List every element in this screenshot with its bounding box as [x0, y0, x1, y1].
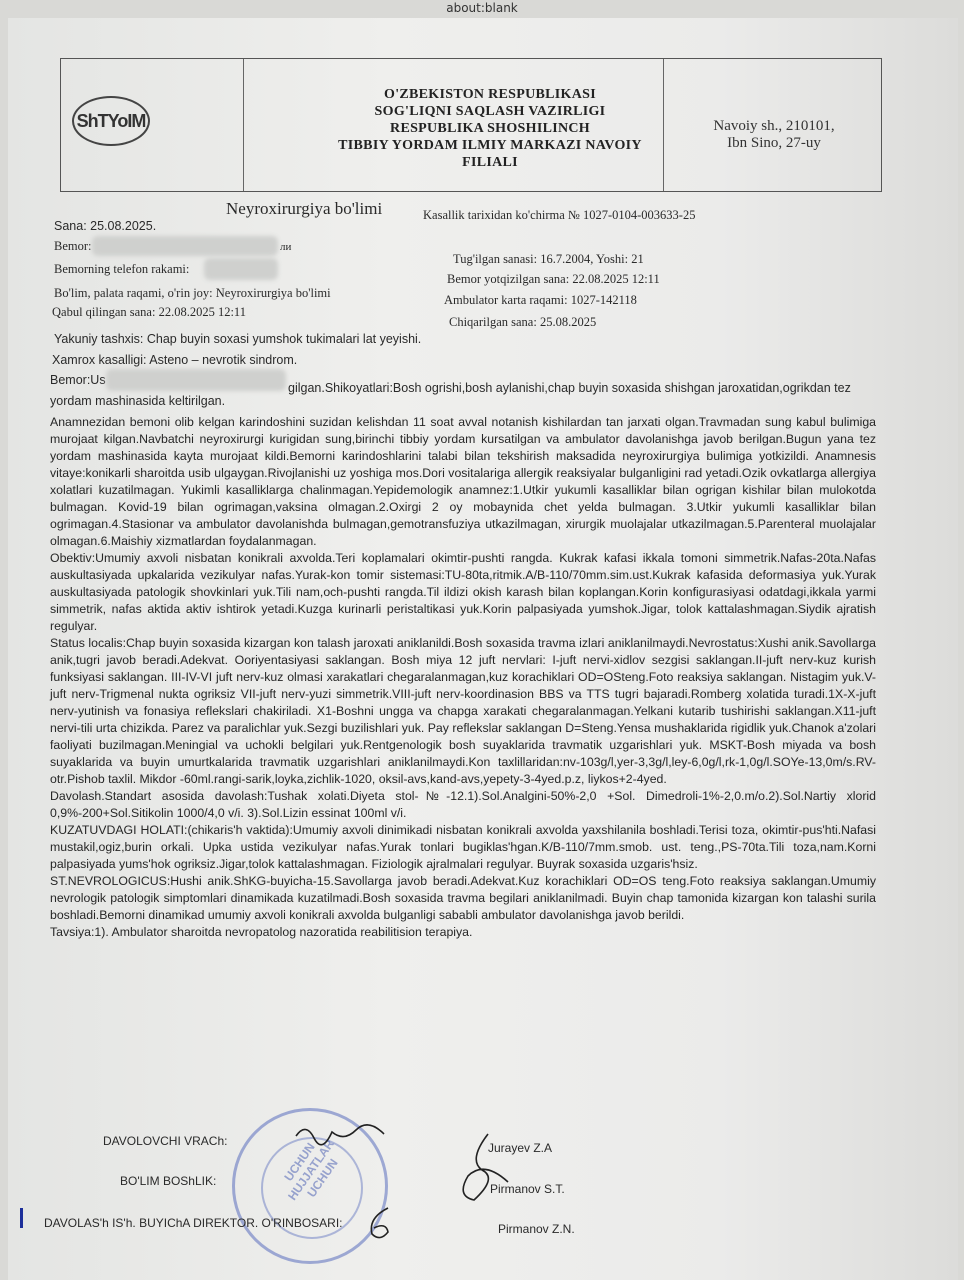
- phone-label: Bemorning telefon rakami:: [54, 262, 190, 276]
- letterhead-divider: [243, 59, 244, 191]
- birth-date: Tug'ilgan sanasi: 16.7.2004, Yoshi: 21: [453, 252, 644, 266]
- complaints-prefix: Bemor:Us: [50, 373, 106, 387]
- org-line: TIBBIY YORDAM ILMIY MARKAZI NAVOIY: [338, 138, 642, 153]
- signature-role: DAVOLAS'h IS'h. BUYIChA DIREKTOR. O'RINBOSARI:: [44, 1216, 343, 1230]
- clinical-notes: [50, 414, 876, 941]
- browser-url: about:blank: [446, 1, 518, 15]
- stamp-text: UCHUN HUJJATLAR UCHUN: [281, 1137, 341, 1203]
- signature-role: BO'LIM BOShLIK:: [120, 1174, 217, 1188]
- org-line: FILIALI: [462, 155, 518, 170]
- org-line: RESPUBLIKA SHOSHILINCH: [390, 121, 590, 136]
- signature-name: Pirmanov S.T.: [490, 1182, 565, 1196]
- complaints-text-cont: yordam mashinasida keltirilgan.: [50, 394, 226, 408]
- org-line: O'ZBEKISTON RESPUBLIKASI: [384, 87, 596, 102]
- admission-date: Qabul qilingan sana: 22.08.2025 12:11: [52, 305, 246, 319]
- institution-logo: ShTYoIM: [72, 96, 150, 146]
- treatment-paragraph: Davolash.Standart asosida davolash:Tushak xolati.Diyeta stol-№-12.1).Sol.Analgini-50%-2,0 +Sol. Dimedroli-1%-2,0.m/o.2).Sol.Nartiy xlorid 0,9%-200+Sol.Sitikolin 1000/4,0 v/i. 3).Sol.Lizin essinat 100ml v/i.: [50, 789, 876, 820]
- discharge-date: Chiqarilgan sana: 25.08.2025: [449, 315, 597, 329]
- complaints-text: gilgan.Shikoyatlari:Bosh ogrishi,bosh aylanishi,chap buyin soxasida shishgan jaroxatidan,ogrikdan tez: [288, 381, 851, 395]
- anamnesis-paragraph: Anamnezidan bemoni olib kelgan karindoshini suzidan kelishdan 11 soat avval notanish kishilardan tan jarxati olgan.Travmadan sung kabul bulimiga murojaat kilgan.Navbatchi neyroxirurgi kurigidan sung,birinchi tibbiy yordam kursatilgan va ambulator davolanishga javob berilgan.Bugun yana tez yordam mashinasida kayta murojaat kildi.Bemorni karindoshlarini talabi bilan tekshirish maksadida neyroxirurgiya bulimiga yotkizildi. Anamnesis vitaye:konikarli sharoitda usib ulgaygan.Rivojlanishi uz yoshiga mos.Dori vositalariga allergik reaksiyalar bulganligini rad yetadi.Ozik ovkatlarga allergiya xolatlari kuzatilmagan. Yukimli kasalliklarga chalinmagan.Yepidemologik anamnez:1.Utkir yukumli kasalliklar bilan ogrigan kishilar bilan mulokotda bulmagan. Kovid-19 bilan ogrimagan,vaksina olmagan.2.Oxirgi 2 oy mobaynida chet yelda bulmagan. 3.Utkir yukumli kasalliklar bilan ogrimagan.4.Stasionar va ambulator davolanishda bulmagan,gemotransfuziya utkazilmagan, xirurgik muolajalar utkazilmagan.5.Parenteral muolajalar olmagan.6.Maishiy xizmatlardan foydalanmagan.: [50, 415, 876, 548]
- pen-mark: [20, 1208, 23, 1228]
- signature-deputy: [362, 1204, 402, 1244]
- patient-label: Bemor:: [54, 239, 92, 253]
- document-date: Sana: 25.08.2025.: [54, 219, 157, 233]
- recommendation-paragraph: Tavsiya:1). Ambulator sharoitda nevropatolog nazoratida reabilitision terapiya.: [50, 925, 473, 939]
- signature-name: Pirmanov Z.N.: [498, 1222, 575, 1236]
- status-localis-paragraph: Status localis:Chap buyin soxasida kizargan kon talash jaroxati aniklanildi.Bosh soxasida travma izlari aniklanilmaydi.Nevrostatus:Xushi anik.Savollarga anik,tugri javob beradi.Adekvat. Ooriyentasiyasi saklangan. Bosh miya 12 juft nervlari: I-juft nervi-xidlov sezgisi saklangan.II-juft nerv-kuz kurish funksiyasi saklangan. III-IV-VI juft nerv-kuz olmasi xarakatlari chegaralanmagan,kuz korachiklari OD=OSteng.Foto reaksiya saklangan. Nistagim yuk.V-juft nerv-Trigmenal nukta ogriksiz VII-juft nerv-yuzi simmetrik.VIII-juft nerv-koordinasion BBS va TTS tugri bajaradi.Romberg xolatida turadi.1X-X-juft nerv-yutinish va fonasiya reflekslari chakiriladi. X1-Boshni ungga va chapga xarakati chegaralanmagan.Yelkani kutarib tushirishi saklangan.X11-juft nervi-tili urta chizikda. Parez va paralichlar yuk.Sezgi buzilishlari yuk. Pay reflekslar saklangan D=Steng.Yensa mushaklarida rigidlik yuk.Chanok a'zolari faoliyati buzilmagan.Meningial va uchokli belgilari yuk.Rentgenologik bosh suyaklarida travmatik uzgarishlari yuk. MSKT-Bosh miyada va bosh suyaklarida va buyin umurtkalarida travmatik uzgarishlari aniklanilmaydi.Kon taxlillaridan:nv-103g/l,yer-3,3g/l,ley-6,0g/l,rk-1,0g/l.SOYe-13,0m/s.RV-otr.Pishob taxlil. Mikdor -60ml.rangi-sarik,loyka,zichlik-1020, oksil-avs,kand-avs,yepety-3-4yed.p.z, liykos+2-4yed.: [50, 636, 876, 786]
- organization-name: [300, 86, 680, 171]
- extract-number: Kasallik tarixidan ko'chirma № 1027-0104-003633-25: [423, 208, 696, 222]
- ambulatory-card: Ambulator karta raqami: 1027-142118: [444, 293, 637, 307]
- comorbid-disease: Xamrox kasalligi: Asteno – nevrotik sindrom.: [52, 353, 298, 367]
- signature-name: Jurayev Z.A: [488, 1141, 553, 1155]
- signature-doctor: [292, 1120, 402, 1150]
- ward-info: Bo'lim, palata raqami, o'rin joy: Neyroxirurgiya bo'limi: [54, 286, 331, 300]
- observation-paragraph: KUZATUVDAGI HOLATI:(chikaris'h vaktida):Umumiy axvoli dinimikadi nisbatan konikrali axvolda yaxshilanila boshladi.Terisi toza, okimtir-pus'hti.Nafasi mustakil,ogiz,burin orkali. Upka ustida vezikulyar nafas.Yurak tonlari bugiklas'hgan.K/B-110/7mm.smob. ust. teng.,PS-70ta.Tili toza,nam.Korni palpasiyada yums'hok ogriksiz.Jigar,tolok kattalashmagan. Fiziologik ajralmalari regulyar. Buyrak soxasida uzgaris'hsiz.: [50, 823, 876, 871]
- signature-role: DAVOLOVCHI VRACh:: [103, 1134, 228, 1148]
- patient-name-suffix: ли: [280, 241, 292, 253]
- department-title: Neyroxirurgiya bo'limi: [226, 199, 383, 218]
- hospitalized-date: Bemor yotqizilgan sana: 22.08.2025 12:11: [447, 272, 660, 286]
- address-line: Navoiy sh., 210101,: [713, 118, 835, 134]
- redacted-patient: [106, 369, 286, 391]
- org-line: SOG'LIQNI SAQLASH VAZIRLIGI: [374, 104, 606, 119]
- objective-paragraph: Obektiv:Umumiy axvoli nisbatan konikrali axvolda.Teri koplamalari okimtir-pushti rangda. Kukrak kafasi ikkala tomoni simmetrik.Nafas-20ta.Nafas auskultasiyada upkalarida vezikulyar nafas.Yurak-kon tomir sistemasi:TU-80ta,ritmik.A/B-110/70mm.sim.ust.Kukrak kafasida deformasiya yuk.Yurak auskultasiyada patologik shovkinlari yuk.Tili nam,och-pushti rangda.Til ildizi okish karash bilan koplangan.Korin konfigurasiyasi odatdagi,ikkala yarmi simmetrik, nafas aktida aktiv ishtirok yetadi.Kuzga kurinarli peristaltikasi yuk.Korin palpasiyada yumshok.Jigar, tolok kattalashmagan.Siydik ajratish regulyar.: [50, 551, 876, 633]
- redacted-phone: [204, 258, 278, 280]
- address-line: Ibn Sino, 27-uy: [727, 135, 821, 151]
- final-diagnosis: Yakuniy tashxis: Chap buyin soxasi yumshok tukimalari lat yeyishi.: [54, 332, 422, 346]
- organization-address: [686, 118, 862, 152]
- neurologic-status-paragraph: ST.NEVROLOGICUS:Hushi anik.ShKG-buyicha-15.Savollarga javob beradi.Adekvat.Kuz korachiklari OD=OS teng.Foto reaksiya saklangan.Umumiy nevrologik patologik simptomlari dinamikada kuzatilmadi.Bosh soxasida travma begilari aniklanilmadi. Buyin chap tamonida kizargan kon talashi surila boshladi.Bemorni dinamikad umumiy axvoli konikrali axvolda bulganligi sababli ambulator davolanishga javob berildi.: [50, 874, 876, 922]
- redacted-name: [92, 236, 278, 256]
